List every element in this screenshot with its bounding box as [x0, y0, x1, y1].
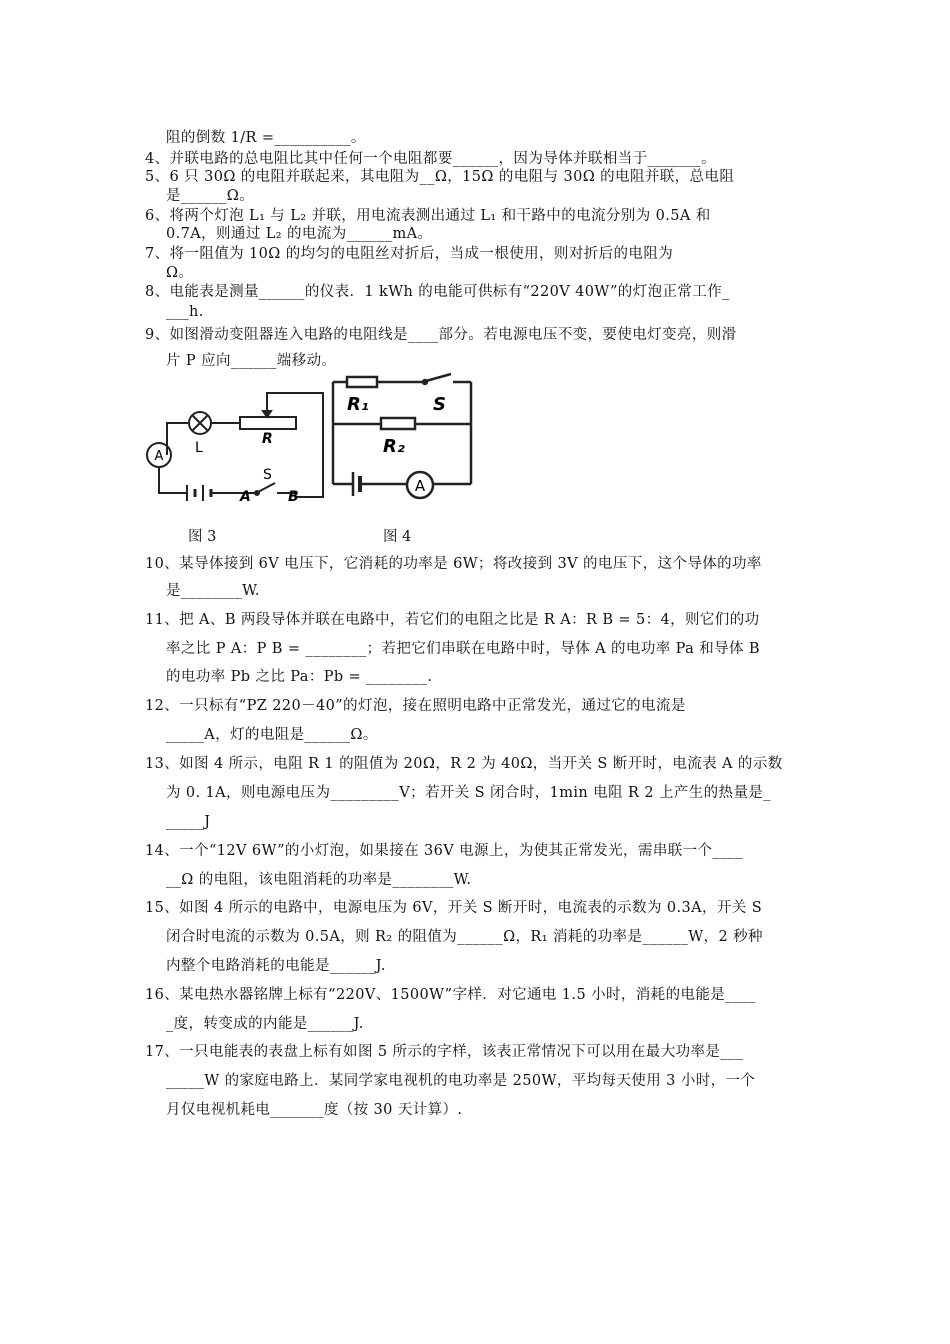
figure-4-circuit	[325, 372, 475, 507]
q5-line-2: 是______Ω。	[166, 188, 255, 204]
rheostat-symbol	[240, 417, 296, 429]
q11-line-2: 率之比 P A：P B = ________；若把它们串联在电路中时，导体 A 的电功率 Pa 和导体 B	[166, 641, 760, 657]
q17-line-2: _____W 的家庭电路上．某同学家电视机的电功率是 250W，平均每天使用 3 小时，一个	[166, 1073, 756, 1089]
fig3-point-b-label: B	[288, 489, 299, 505]
q15-line-3: 内整个电路消耗的电能是______J.	[166, 958, 386, 974]
q11-line-1: 11、把 A、B 两段导体并联在电路中，若它们的电阻之比是 R A：R B = 5：4，则它们的功	[145, 612, 760, 628]
figure-3-caption: 图 3	[188, 529, 217, 545]
q14-line-1: 14、一个“12V 6W”的小灯泡，如果接在 36V 电源上，为使其正常发光，需串联一个____	[145, 843, 744, 859]
q4-line-1: 4、并联电路的总电阻比其中任何一个电阻都要______，因为导体并联相当于_______。	[145, 151, 716, 167]
q13-line-2: 为 0. 1A，则电源电压为_________V；若开关 S 闭合时，1min 电阻 R 2 上产生的热量是_	[166, 785, 771, 801]
q16-line-1: 16、某电热水器铭牌上标有“220V、1500W”字样．对它通电 1.5 小时，消耗的电能是____	[145, 987, 756, 1003]
q14-line-2: __Ω 的电阻，该电阻消耗的功率是________W.	[166, 872, 472, 888]
q6-line-2: 0.7A，则通过 L₂ 的电流为______mA。	[166, 226, 433, 242]
fig3-lamp-label: L	[195, 440, 203, 456]
q9-line-2: 片 P 应向______端移动。	[166, 353, 337, 369]
fig4-ammeter-label: A	[414, 477, 426, 495]
q3-tail-line-1: 阻的倒数 1/R =__________。	[166, 130, 366, 146]
figure-3-circuit	[145, 385, 335, 510]
q10-line-2: 是________W.	[166, 583, 260, 599]
figure-4-caption: 图 4	[383, 529, 412, 545]
q9-line-1: 9、如图滑动变阻器连入电路的电阻线是____部分。若电源电压不变，要使电灯变亮，则滑	[145, 327, 737, 343]
q15-line-1: 15、如图 4 所示的电路中，电源电压为 6V，开关 S 断开时，电流表的示数为 0.3A，开关 S	[145, 900, 763, 916]
q10-line-1: 10、某导体接到 6V 电压下，它消耗的功率是 6W；将改接到 3V 的电压下，这个导体的功率	[145, 556, 762, 572]
fig4-r1-label: R₁	[347, 394, 369, 415]
fig3-switch-label: S	[263, 467, 272, 483]
q17-line-1: 17、一只电能表的表盘上标有如图 5 所示的字样，该表正常情况下可以用在最大功率是___	[145, 1044, 744, 1060]
fig3-rheostat-label: R	[262, 431, 273, 447]
q11-line-3: 的电功率 Pb 之比 Pa：Pb = ________.	[166, 669, 433, 685]
r2-symbol	[381, 418, 415, 429]
fig4-r2-label: R₂	[383, 436, 405, 457]
q17-line-3: 月仅电视机耗电_______度（按 30 天计算）.	[166, 1102, 463, 1118]
q16-line-2: _度，转变成的内能是______J.	[166, 1016, 364, 1032]
q5-line-1: 5、6 只 30Ω 的电阻并联起来，其电阻为__Ω，15Ω 的电阻与 30Ω 的电阻并联，总电阻	[145, 169, 735, 185]
q13-line-1: 13、如图 4 所示，电阻 R 1 的阻值为 20Ω，R 2 为 40Ω，当开关 S 断开时，电流表 A 的示数	[145, 756, 783, 772]
q13-line-3: _____J	[166, 814, 211, 830]
fig4-switch-label: S	[433, 394, 446, 415]
fig3-point-a-label: A	[240, 489, 251, 505]
q7-line-2: Ω。	[166, 265, 194, 281]
q8-line-2: ___h.	[166, 304, 204, 320]
q12-line-1: 12、一只标有“PZ 220－40”的灯泡，接在照明电路中正常发光，通过它的电流是	[145, 698, 686, 714]
q6-line-1: 6、将两个灯泡 L₁ 与 L₂ 并联，用电流表测出通过 L₁ 和干路中的电流分别为 0.5A 和	[145, 208, 711, 224]
q15-line-2: 闭合时电流的示数为 0.5A，则 R₂ 的阻值为______Ω，R₁ 消耗的功率是______W，2 秒种	[166, 929, 763, 945]
q7-line-1: 7、将一阻值为 10Ω 的均匀的电阻丝对折后，当成一根使用，则对折后的电阻为	[145, 246, 674, 262]
r1-symbol	[347, 377, 377, 387]
fig3-ammeter-label: A	[154, 449, 164, 464]
q8-line-1: 8、电能表是测量______的仪表．1 kWh 的电能可供标有“220V 40W”的灯泡正常工作_	[145, 284, 730, 300]
q12-line-2: _____A，灯的电阻是______Ω。	[166, 727, 378, 743]
